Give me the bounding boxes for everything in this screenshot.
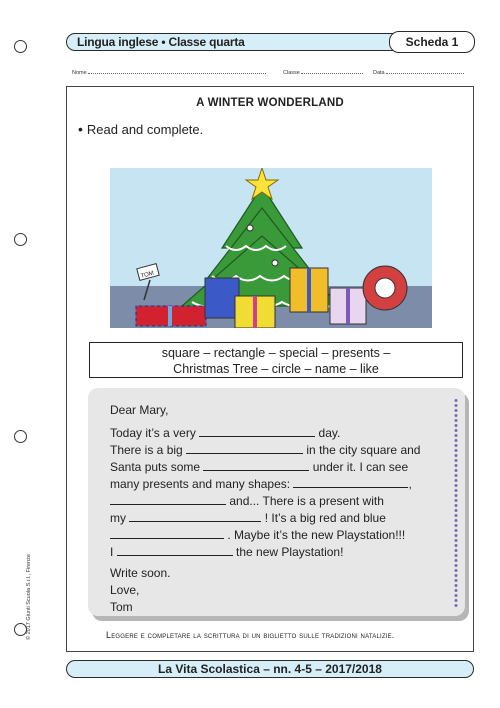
field-class[interactable]: Classe: [283, 68, 363, 76]
answer-blank[interactable]: [110, 528, 224, 539]
christmas-tree-illustration: [110, 168, 432, 328]
word-bank-line: square – rectangle – special – presents –: [161, 346, 391, 360]
letter-line: many presents and many shapes: ,: [110, 477, 412, 491]
letter-greeting: Dear Mary,: [110, 403, 169, 417]
letter-closing: Love,: [110, 583, 140, 597]
page-title: A WINTER WONDERLAND: [196, 97, 344, 109]
answer-blank[interactable]: [293, 477, 408, 488]
answer-blank[interactable]: [110, 494, 226, 505]
instruction: • Read and complete.: [78, 121, 204, 137]
binder-hole: [14, 40, 27, 53]
letter-body: [110, 402, 420, 616]
letter-line: and... There is a present with: [110, 493, 420, 510]
letter-line: . Maybe it’s the new Playstation!!!: [110, 527, 420, 544]
answer-blank[interactable]: [129, 511, 261, 522]
binder-hole: [14, 430, 27, 443]
answer-blank[interactable]: [199, 426, 315, 437]
letter-closing: Write soon.: [110, 566, 171, 580]
worksheet-tab: Scheda 1: [389, 31, 475, 53]
caption: Leggere e completare la scrittura di un biglietto sulle tradizioni natalizie.: [106, 630, 395, 640]
letter-line: Santa puts some under it. I can see: [110, 460, 409, 474]
letter-line: There is a big in the city square and: [110, 443, 421, 457]
answer-blank[interactable]: [203, 460, 309, 471]
header-subject: Lingua inglese • Classe quarta: [77, 35, 245, 49]
field-name[interactable]: Nome: [72, 68, 266, 76]
answer-blank[interactable]: [186, 443, 303, 454]
word-bank-line: Christmas Tree – circle – name – like: [173, 362, 379, 376]
copyright-notice: © 2017 Giunti Scuola S.r.l., Firenze: [26, 554, 32, 640]
letter-line: I the new Playstation!: [110, 545, 344, 559]
field-date[interactable]: Data: [373, 68, 464, 76]
letter-line: my ! It’s a big red and blue: [110, 511, 386, 525]
binder-hole: [14, 233, 27, 246]
letter-line: Today it’s a very day.: [110, 426, 341, 440]
spiral-binding-icon: [452, 398, 460, 608]
sign-text: TOM: [140, 270, 155, 280]
answer-blank[interactable]: [117, 545, 233, 556]
letter-signature: Tom: [110, 600, 133, 614]
footer-bar: La Vita Scolastica – nn. 4-5 – 2017/2018: [66, 660, 474, 678]
header-bar: [66, 33, 474, 51]
word-bank: [89, 342, 463, 378]
bullet-icon: •: [78, 121, 83, 137]
